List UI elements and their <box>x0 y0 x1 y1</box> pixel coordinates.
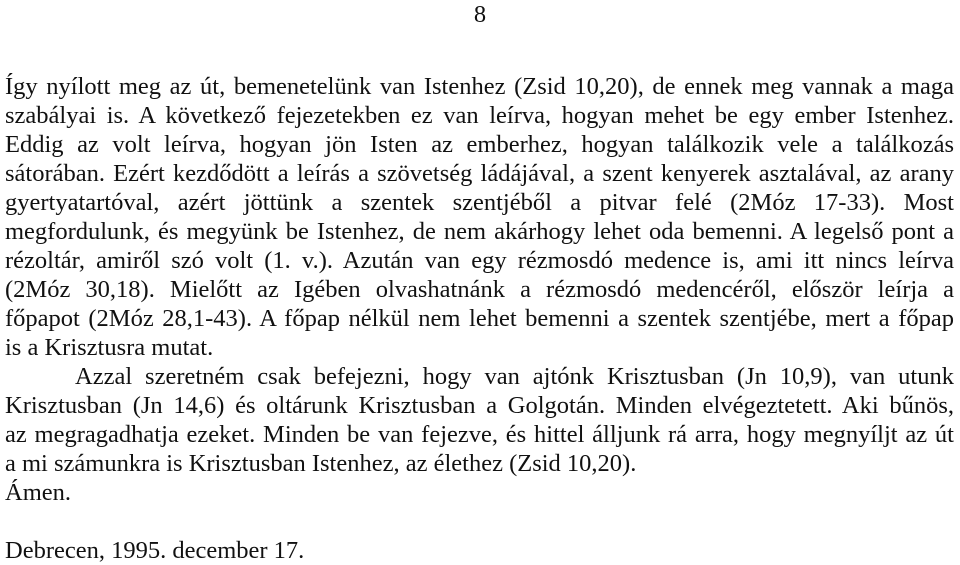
paragraph-line: megfordulunk, és megyünk be Istenhez, de nem akárhogy lehet oda bemenni. A legelső pont a <box>5 218 954 245</box>
paragraph-line: rézoltár, amiről szó volt (1. v.). Azután van egy rézmosdó medence is, ami itt nincs leírva <box>5 247 954 274</box>
paragraph-line: szabályai is. A következő fejezetekben ez van leírva, hogyan mehet be egy ember Istenhez. <box>5 102 954 129</box>
paragraph-line: Így nyílott meg az út, bemenetelünk van Istenhez (Zsid 10,20), de ennek meg vannak a maga <box>5 73 954 100</box>
closing-amen: Ámen. <box>5 479 71 506</box>
paragraph-line: is a Krisztusra mutat. <box>5 334 214 361</box>
paragraph-line: sátorában. Ezért kezdődött a leírás a szövetség ládájával, a szent kenyerek asztalával, az arany <box>5 160 954 187</box>
paragraph-line: Eddig az volt leírva, hogyan jön Isten az emberhez, hogyan találkozik vele a találkozás <box>5 131 954 158</box>
document-body <box>5 72 954 565</box>
paragraph-line: főpapot (2Móz 28,1-43). A főpap nélkül nem lehet bemenni a szentek szentjébe, mert a főpap <box>5 305 954 332</box>
page-number: 8 <box>473 1 487 28</box>
paragraph-line: a mi számunkra is Krisztusban Istenhez, az élethez (Zsid 10,20). <box>5 450 637 477</box>
paragraph-line: gyertyatartóval, azért jöttünk a szentek szentjéből a pitvar felé (2Móz 17-33). Most <box>5 189 954 216</box>
paragraph-line: Azzal szeretném csak befejezni, hogy van ajtónk Krisztusban (Jn 10,9), van utunk <box>75 363 954 390</box>
paragraph-line: az megragadhatja ezeket. Minden be van fejezve, és hittel álljunk rá arra, hogy megnyíljt az út <box>5 421 954 448</box>
paragraph-line: Krisztusban (Jn 14,6) és oltárunk Krisztusban a Golgotán. Minden elvégeztetett. Aki bűnös, <box>5 392 954 419</box>
blank-line <box>5 507 954 536</box>
paragraph-1 <box>5 72 954 362</box>
paragraph-line: (2Móz 30,18). Mielőtt az Igében olvashatnánk a rézmosdó medencéről, először leírja a <box>5 276 954 303</box>
paragraph-2 <box>5 362 954 478</box>
date-location-line: Debrecen, 1995. december 17. <box>5 537 305 564</box>
